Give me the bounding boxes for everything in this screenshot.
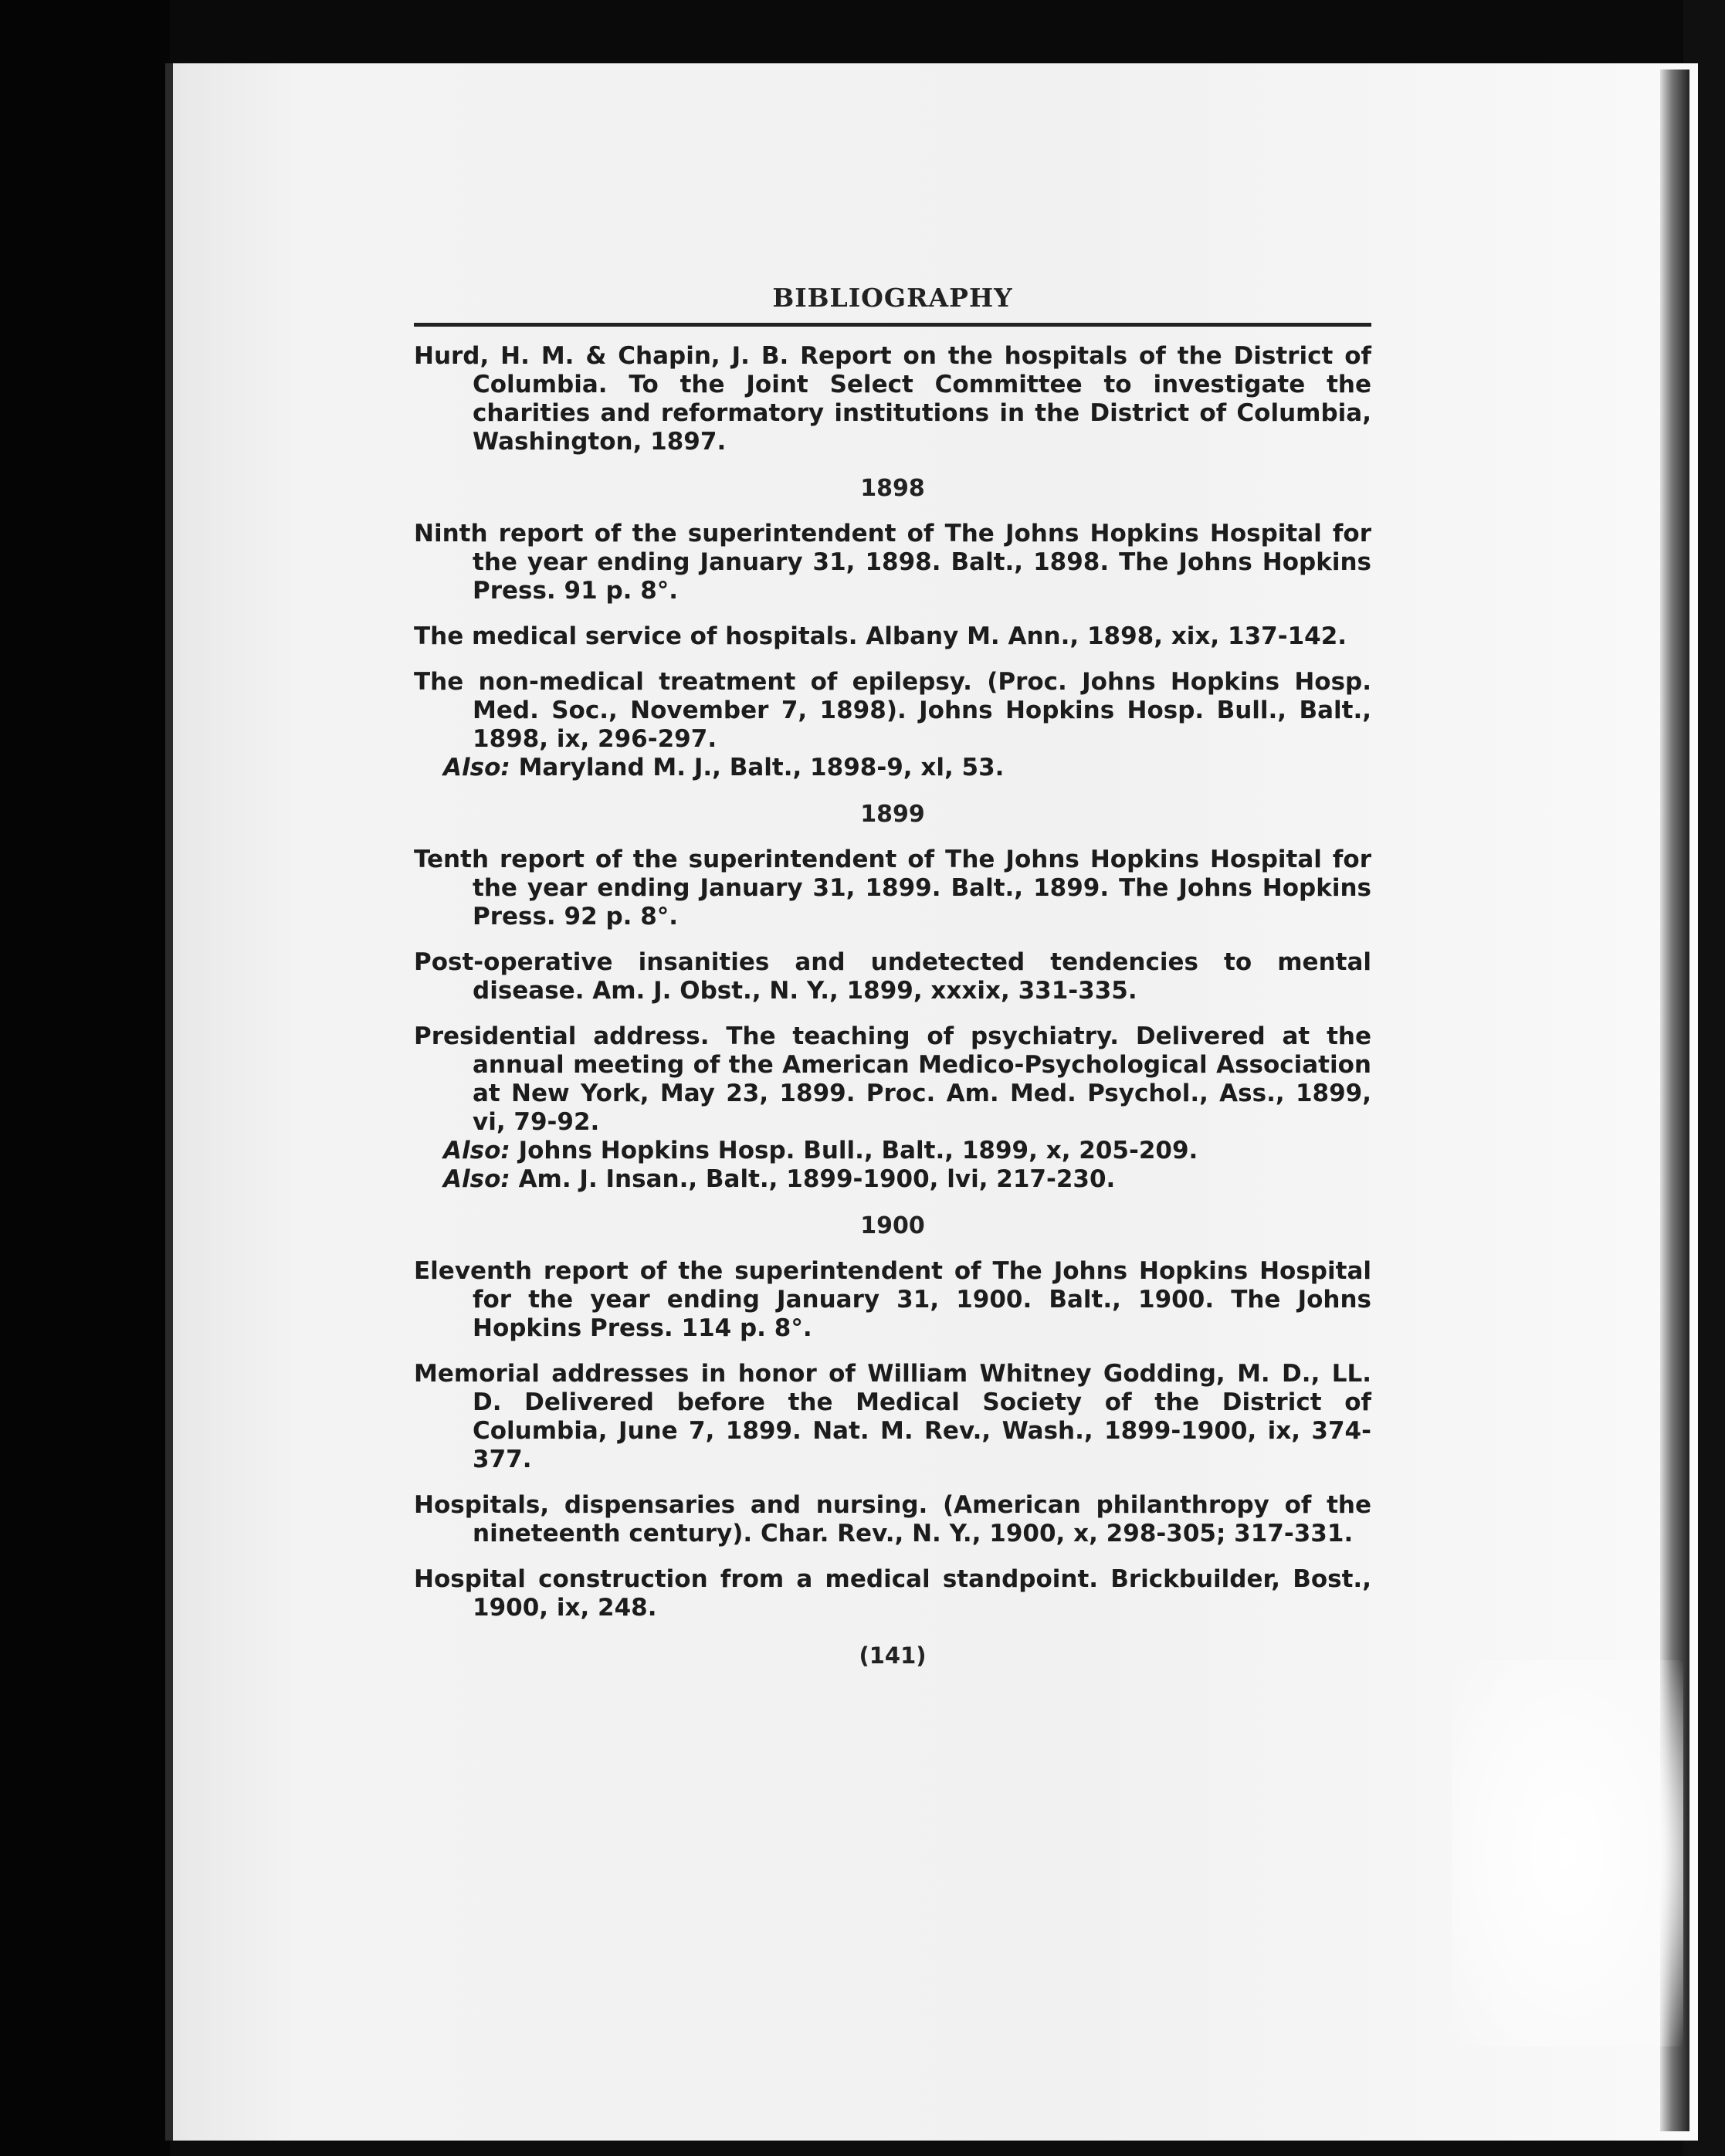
head-rule: [414, 323, 1371, 327]
also-label: Also:: [443, 1165, 510, 1193]
bibliography-entry: Eleventh report of the superintendent of The Johns Hopkins Hospital for the year ending January 31, 1900. Balt., 1900. The Johns Hopkins Press. 114 p. 8°.: [414, 1257, 1371, 1342]
also-text: Johns Hopkins Hosp. Bull., Balt., 1899, x, 205-209.: [518, 1137, 1198, 1164]
also-text: Am. J. Insan., Balt., 1899-1900, lvi, 217-230.: [518, 1165, 1116, 1193]
bibliography-entry: Post-operative insanities and undetected tendencies to mental disease. Am. J. Obst., N. Y., 1899, xxxix, 331-335.: [414, 948, 1371, 1005]
page-number: (141): [859, 1642, 927, 1669]
bibliography-entry: Tenth report of the superintendent of The Johns Hopkins Hospital for the year ending January 31, 1899. Balt., 1899. The Johns Hopkins Press. 92 p. 8°.: [414, 846, 1371, 931]
bibliography-entry: Presidential address. The teaching of psychiatry. Delivered at the annual meeting of the American Medico-Psychological Association at New York, May 23, 1899. Proc. Am. Med. Psychol., Ass., 1899, vi, 79-92.: [414, 1022, 1371, 1136]
running-head: BIBLIOGRAPHY: [772, 283, 1013, 313]
bibliography-entry: The non-medical treatment of epilepsy. (Proc. Johns Hopkins Hosp. Med. Soc., November 7, 1898). Johns Hopkins Hosp. Bull., Balt., 1898, ix, 296-297.: [414, 668, 1371, 753]
bibliography-entry: Hurd, H. M. & Chapin, J. B. Report on the hospitals of the District of Columbia. To the Joint Select Committee to investigate the charities and reformatory institutions in the District of Columbia, Washington, 1897.: [414, 342, 1371, 456]
page-content: [414, 278, 1371, 1691]
year-heading-1898: 1898: [860, 475, 925, 502]
year-heading-1899: 1899: [860, 801, 925, 828]
bibliography-entry: Hospital construction from a medical standpoint. Brickbuilder, Bost., 1900, ix, 248.: [414, 1565, 1371, 1622]
also-reference: [414, 1137, 1371, 1165]
bibliography-entry: Ninth report of the superintendent of The Johns Hopkins Hospital for the year ending January 31, 1898. Balt., 1898. The Johns Hopkins Press. 91 p. 8°.: [414, 520, 1371, 605]
scan-left-border: [0, 0, 170, 2156]
also-reference: [414, 1165, 1371, 1194]
bibliography-entry: Hospitals, dispensaries and nursing. (American philanthropy of the nineteenth century). Char. Rev., N. Y., 1900, x, 298-305; 317-331.: [414, 1491, 1371, 1548]
scan-glare: [1452, 1660, 1683, 2046]
also-label: Also:: [443, 754, 510, 781]
scan-top-border: [0, 0, 1725, 73]
also-label: Also:: [443, 1137, 510, 1164]
also-text: Maryland M. J., Balt., 1898-9, xl, 53.: [518, 754, 1005, 781]
also-reference: [414, 754, 1371, 782]
bibliography-entry: The medical service of hospitals. Albany M. Ann., 1898, xix, 137-142.: [414, 622, 1347, 650]
year-heading-1900: 1900: [860, 1212, 925, 1239]
bibliography-entry: Memorial addresses in honor of William Whitney Godding, M. D., LL. D. Delivered before the Medical Society of the District of Columbia, June 7, 1899. Nat. M. Rev., Wash., 1899-1900, ix, 374-377.: [414, 1360, 1371, 1473]
